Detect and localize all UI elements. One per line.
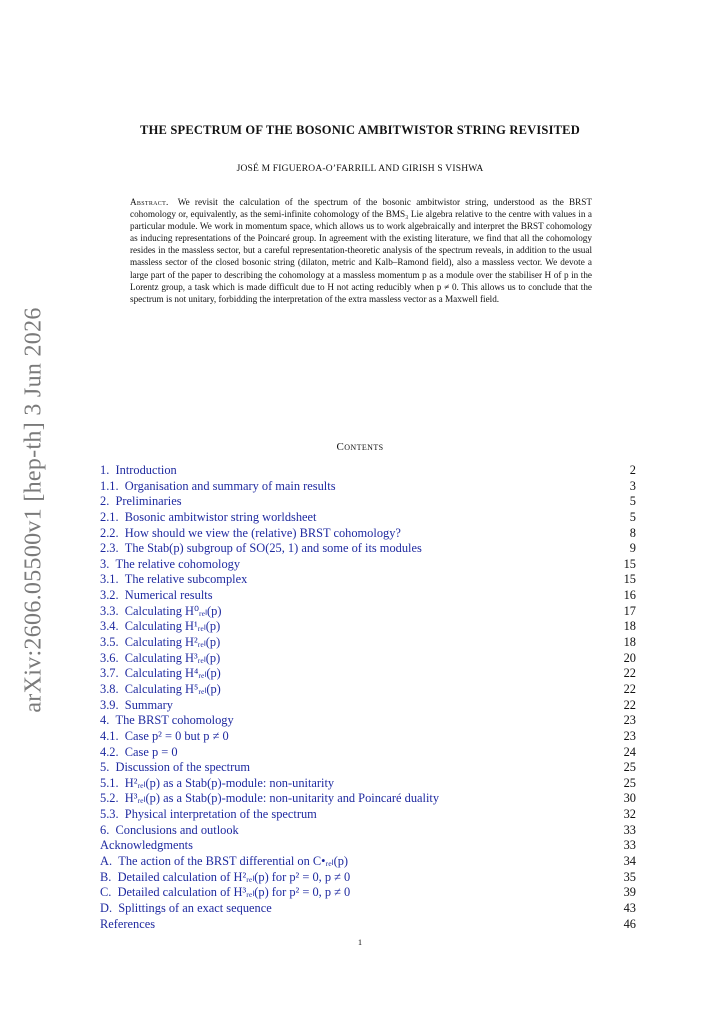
toc-entry[interactable]	[100, 698, 636, 714]
toc-entry-title: Physical interpretation of the spectrum	[124, 807, 317, 822]
toc-entry-number: 2.2.	[100, 525, 119, 540]
toc-entry[interactable]	[100, 760, 636, 776]
toc-entry-link[interactable]	[100, 885, 350, 901]
toc-entry[interactable]	[100, 619, 636, 635]
toc-entry-number: C.	[100, 885, 112, 900]
toc-entry-link[interactable]	[100, 917, 155, 933]
toc-entry-link[interactable]	[100, 510, 317, 526]
paper-title: THE SPECTRUM OF THE BOSONIC AMBITWISTOR STRING REVISITED	[140, 123, 580, 137]
toc-entry-number: 3.6.	[100, 650, 119, 665]
toc-entry[interactable]	[100, 526, 636, 542]
toc-entry-page: 2	[629, 463, 636, 477]
toc-entry[interactable]	[100, 807, 636, 823]
toc-entry[interactable]	[100, 917, 636, 933]
toc-entry[interactable]	[100, 870, 636, 886]
toc-entry[interactable]	[100, 776, 636, 792]
abstract	[130, 196, 592, 305]
toc-entry-page: 24	[623, 744, 636, 759]
toc-entry-page: 15	[623, 572, 636, 587]
toc-entry-title: Calculating H²ᵣₑₗ(p)	[124, 635, 221, 650]
toc-entry-link[interactable]	[100, 635, 220, 651]
toc-entry-title: The Stab(p) subgroup of SO(25, 1) and some of its modules	[124, 541, 422, 556]
toc-entry[interactable]	[100, 791, 636, 807]
toc-entry-link[interactable]	[100, 463, 177, 479]
toc-entry[interactable]	[100, 557, 636, 573]
toc-entry-page: 33	[623, 822, 636, 837]
toc-entry-link[interactable]	[100, 713, 234, 729]
toc-entry-number: 2.3.	[100, 541, 119, 556]
toc-entry-link[interactable]	[100, 838, 193, 854]
toc-entry-number: 4.1.	[100, 728, 119, 743]
toc-entry-number: A.	[100, 854, 113, 869]
toc-entry-title: Calculating H³ᵣₑₗ(p)	[124, 650, 221, 665]
toc-entry-title: Summary	[124, 697, 173, 712]
toc-entry-page: 25	[623, 775, 636, 790]
abstract-label: Abstract.	[130, 197, 169, 207]
toc-entry-number: 6.	[100, 822, 110, 837]
toc-entry-title: The action of the BRST differential on C•ᵣₑₗ(p)	[118, 854, 349, 869]
toc-entry-page: 20	[623, 650, 636, 665]
toc-entry-title: Calculating H⁵ᵣₑₗ(p)	[124, 681, 221, 696]
toc-entry-page: 43	[623, 900, 636, 915]
toc-entry[interactable]	[100, 588, 636, 604]
toc-entry-title: Preliminaries	[115, 494, 182, 509]
toc-entry[interactable]	[100, 854, 636, 870]
toc-entry-title: Introduction	[115, 463, 177, 477]
toc-entry[interactable]	[100, 713, 636, 729]
toc-entry-page: 33	[623, 838, 636, 853]
toc-entry-link[interactable]	[100, 651, 220, 667]
toc-entry-page: 35	[623, 869, 636, 884]
toc-entry-page: 39	[623, 885, 636, 900]
toc-entry-title: The relative cohomology	[115, 556, 241, 571]
toc-entry-link[interactable]	[100, 901, 272, 917]
toc-entry-link[interactable]	[100, 776, 334, 792]
toc-entry-page: 23	[623, 728, 636, 743]
toc-entry-link[interactable]	[100, 479, 336, 495]
toc-entry-link[interactable]	[100, 760, 250, 776]
toc-entry-link[interactable]	[100, 557, 240, 573]
toc-entry-number: 2.1.	[100, 509, 119, 524]
toc-entry-page: 32	[623, 807, 636, 822]
toc-entry-page: 25	[623, 760, 636, 775]
toc-entry-title: Detailed calculation of H³ᵣₑₗ(p) for p² = 0, p ≠ 0	[117, 885, 351, 900]
toc-entry-title: The relative subcomplex	[124, 572, 248, 587]
toc-entry[interactable]	[100, 651, 636, 667]
toc-entry-link[interactable]	[100, 698, 173, 714]
toc-entry-page: 16	[623, 588, 636, 603]
toc-entry-number: 3.	[100, 556, 110, 571]
toc-entry-number: 3.8.	[100, 681, 119, 696]
toc-entry-title: Bosonic ambitwistor string worldsheet	[124, 509, 317, 524]
toc-entry-page: 17	[623, 603, 636, 618]
page-number: 1	[357, 937, 363, 947]
toc-entry-page: 23	[623, 713, 636, 728]
toc-entry[interactable]	[100, 494, 636, 510]
toc-entry-link[interactable]	[100, 807, 317, 823]
toc-entry-number: 3.7.	[100, 666, 119, 681]
toc-entry-title: H³ᵣₑₗ(p) as a Stab(p)-module: non-unitarity and Poincaré duality	[124, 791, 440, 806]
toc-entry-page: 30	[623, 791, 636, 806]
toc-entry[interactable]	[100, 838, 636, 854]
toc-entry-title: Organisation and summary of main results	[124, 478, 336, 493]
toc-entry-link[interactable]	[100, 870, 350, 886]
toc-entry-page: 22	[623, 666, 636, 681]
toc-entry[interactable]	[100, 572, 636, 588]
toc-entry-link[interactable]	[100, 854, 348, 870]
toc-entry-link[interactable]	[100, 494, 182, 510]
toc-entry-page: 18	[623, 635, 636, 650]
toc-entry[interactable]	[100, 901, 636, 917]
toc-entry-link[interactable]	[100, 666, 221, 682]
toc-entry-title: Splittings of an exact sequence	[118, 900, 272, 915]
toc-entry-title: The BRST cohomology	[115, 713, 234, 728]
toc-entry-number: 5.1.	[100, 775, 119, 790]
toc-entry-page: 15	[623, 556, 636, 571]
toc-entry[interactable]	[100, 729, 636, 745]
toc-entry-number: 2.	[100, 494, 110, 509]
toc-entry-title: Numerical results	[124, 588, 213, 603]
toc-entry-page: 9	[629, 541, 636, 556]
toc-entry-link[interactable]	[100, 729, 229, 745]
toc-entry[interactable]	[100, 604, 636, 620]
toc-entry[interactable]	[100, 682, 636, 698]
toc-entry-title: Acknowledgments	[100, 838, 193, 853]
toc-entry-title: Calculating H⁴ᵣₑₗ(p)	[124, 666, 221, 681]
toc-entry[interactable]	[100, 823, 636, 839]
toc-entry-number: 5.2.	[100, 791, 119, 806]
toc-entry-link[interactable]	[100, 588, 213, 604]
toc-entry-page: 5	[629, 509, 636, 524]
toc-entry-number: 3.9.	[100, 697, 119, 712]
toc-entry-number: 5.	[100, 760, 110, 775]
toc-entry-title: Conclusions and outlook	[115, 822, 239, 837]
toc-entry-title: References	[100, 916, 156, 931]
toc-entry[interactable]	[100, 635, 636, 651]
toc-entry-link[interactable]	[100, 604, 221, 620]
toc-entry-title: H²ᵣₑₗ(p) as a Stab(p)-module: non-unitarity	[124, 775, 335, 790]
toc-entry-number: 1.1.	[100, 478, 119, 493]
toc-entry-link[interactable]	[100, 541, 422, 557]
toc-entry-title: Discussion of the spectrum	[115, 760, 251, 775]
toc-entry-number: 3.2.	[100, 588, 119, 603]
toc-entry-title: Calculating H⁰ᵣₑₗ(p)	[124, 603, 222, 618]
toc-entry-number: 3.1.	[100, 572, 119, 587]
toc-entry-number: 5.3.	[100, 807, 119, 822]
toc-entry-title: Case p = 0	[124, 744, 178, 759]
toc-entry-link[interactable]	[100, 791, 439, 807]
toc-entry-link[interactable]	[100, 619, 220, 635]
abstract-text: We revisit the calculation of the spectrum of the bosonic ambitwistor string, understood as the BRST cohomology or, equivalently, as the semi-infinite cohomology of the BMS₃ Lie algebra relative to the centre with values in a particular module. We work in momentum space, which allows us to work algebraically and interpret the BRST cohomology as inducing representations of the Poincaré group. In agreement with the existing literature, we find that all the cohomology resides in the massless sector, but a careful representation-theoretic analysis of the spectrum reveals, in addition to the usual massless sector of the closed bosonic string (dilaton, metric and Kalb–Ramond field), also a massless vector. We devote a large part of the paper to describing the cohomology at a massless momentum p as a module over the stabiliser H of p in the Lorentz group, a task which is made difficult due to H not acting reducibly when p ≠ 0. This allows us to conclude that the spectrum is not unitary, forbidding the interpretation of the extra massless vector as a Maxwell field.	[130, 197, 592, 304]
toc-entry-title: How should we view the (relative) BRST cohomology?	[124, 525, 401, 540]
toc-entry-link[interactable]	[100, 526, 401, 542]
toc-entry-page: 22	[623, 681, 636, 696]
toc-entry-title: Detailed calculation of H²ᵣₑₗ(p) for p² = 0, p ≠ 0	[117, 869, 351, 884]
toc-entry[interactable]	[100, 479, 636, 495]
toc-entry-number: D.	[100, 900, 113, 915]
toc-entry[interactable]	[100, 510, 636, 526]
toc-entry-title: Calculating H¹ᵣₑₗ(p)	[124, 619, 221, 634]
toc-entry-number: 4.	[100, 713, 110, 728]
toc-entry[interactable]	[100, 463, 636, 479]
toc-entry-number: 3.5.	[100, 635, 119, 650]
toc-entry-page: 34	[623, 854, 636, 869]
contents-heading: Contents	[336, 441, 384, 453]
toc-entry-page: 3	[629, 478, 636, 493]
arxiv-identifier	[8, 300, 60, 720]
table-of-contents	[100, 463, 636, 932]
toc-entry-link[interactable]	[100, 572, 247, 588]
toc-entry[interactable]	[100, 885, 636, 901]
toc-entry-number: 3.3.	[100, 603, 119, 618]
toc-entry[interactable]	[100, 745, 636, 761]
toc-entry-number: 4.2.	[100, 744, 119, 759]
toc-entry[interactable]	[100, 666, 636, 682]
toc-entry-page: 8	[629, 525, 636, 540]
toc-entry-number: B.	[100, 869, 112, 884]
paper-authors: JOSÉ M FIGUEROA-O’FARRILL AND GIRISH S VISHWA	[236, 164, 484, 174]
toc-entry-number: 1.	[100, 463, 110, 477]
toc-entry[interactable]	[100, 541, 636, 557]
toc-entry-page: 18	[623, 619, 636, 634]
toc-entry-page: 5	[629, 494, 636, 509]
toc-entry-page: 46	[623, 916, 636, 931]
toc-entry-page: 22	[623, 697, 636, 712]
toc-entry-link[interactable]	[100, 823, 239, 839]
toc-entry-title: Case p² = 0 but p ≠ 0	[124, 728, 229, 743]
toc-entry-link[interactable]	[100, 745, 178, 761]
arxiv-identifier-text: arXiv:2606.05500v1 [hep-th] 3 Jun 2026	[20, 307, 47, 713]
toc-entry-link[interactable]	[100, 682, 221, 698]
toc-entry-number: 3.4.	[100, 619, 119, 634]
